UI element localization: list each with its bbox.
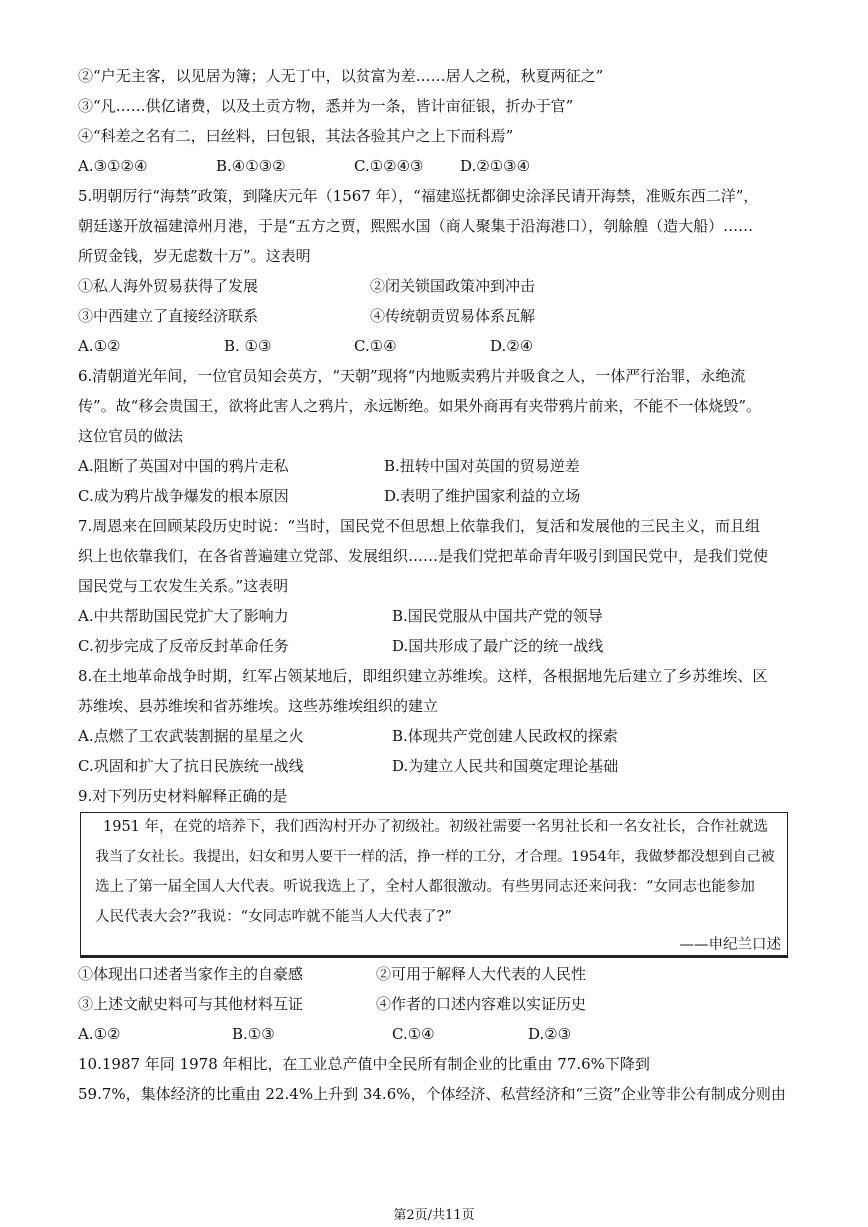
q7-option-c[interactable]: C.初步完成了反帝反封革命任务 [78, 637, 289, 655]
q5-item-2: ②闭关锁国政策冲到冲击 [370, 277, 536, 295]
q6-option-b[interactable]: B.扭转中国对英国的贸易逆差 [384, 457, 580, 475]
q6-option-c[interactable]: C.成为鸦片战争爆发的根本原因 [78, 487, 289, 505]
q4-option-b[interactable]: B.④①③② [216, 157, 286, 175]
q9-item-1: ①体现出口述者当家作主的自豪感 [78, 965, 304, 983]
q9-material-box [80, 812, 788, 958]
q5-stem-2: 朝廷遂开放福建漳州月港，于是“五方之贾，熙熙水国（商人聚集于沿海港口），刳艅艎（造大船）…… [78, 217, 754, 235]
q10-stem-2: 59.7%，集体经济的比重由 22.4%上升到 34.6%，个体经济、私营经济和“三资”企业等非公有制成分则由 [78, 1085, 786, 1103]
q5-option-a[interactable]: A.①② [78, 337, 121, 355]
q9-material-line-1: 1951 年，在党的培养下，我们西沟村开办了初级社。初级社需要一名男社长和一名女社长，合作社就选 [103, 819, 769, 835]
q5-item-1: ①私人海外贸易获得了发展 [78, 277, 259, 295]
q10-stem-1: 10.1987 年同 1978 年相比，在工业总产值中全民所有制企业的比重由 77.6%下降到 [78, 1055, 650, 1073]
q8-option-a[interactable]: A.点燃了工农武装割据的星星之火 [78, 727, 304, 745]
q9-option-c[interactable]: C.①④ [392, 1025, 435, 1043]
q8-option-c[interactable]: C.巩固和扩大了抗日民族统一战线 [78, 757, 304, 775]
q6-option-d[interactable]: D.表明了维护国家利益的立场 [384, 487, 581, 505]
q9-option-d[interactable]: D.②③ [528, 1025, 572, 1043]
q9-option-b[interactable]: B.①③ [232, 1025, 275, 1043]
q9-option-a[interactable]: A.①② [78, 1025, 121, 1043]
q5-stem-1: 5.明朝厉行“海禁”政策，到隆庆元年（1567 年），“福建巡抚都御史涂泽民请开海禁，准贩东西二洋”， [78, 187, 759, 205]
q5-option-c[interactable]: C.①④ [354, 337, 397, 355]
q8-stem-2: 苏维埃、县苏维埃和省苏维埃。这些苏维埃组织的建立 [78, 697, 439, 715]
q4-option-a[interactable]: A.③①②④ [78, 157, 148, 175]
page-number: 第2页/共11页 [393, 1208, 475, 1223]
q5-stem-3: 所贸金钱，岁无虑数十万”。这表明 [78, 247, 311, 265]
q7-option-b[interactable]: B.国民党服从中国共产党的领导 [392, 607, 603, 625]
q9-material-source: ——申纪兰口述 [679, 937, 781, 953]
q7-option-a[interactable]: A.中共帮助国民党扩大了影响力 [78, 607, 289, 625]
q7-stem-3: 国民党与工农发生关系。”这表明 [78, 577, 289, 595]
q5-item-4: ④传统朝贡贸易体系瓦解 [370, 307, 536, 325]
q7-stem-1: 7.周恩来在回顾某段历史时说：“当时，国民党不但思想上依靠我们，复活和发展他的三民主义，而且组 [78, 517, 760, 535]
q7-stem-2: 织上也依靠我们，在各省普遍建立党部、发展组织……是我们党把革命青年吸引到国民党中，是我们党使 [78, 547, 769, 565]
q8-option-d[interactable]: D.为建立人民共和国奠定理论基础 [392, 757, 619, 775]
q4-item-2: ②“户无主客，以见居为簿；人无丁中，以贫富为差……居人之税，秋夏两征之” [78, 67, 604, 85]
q5-option-b[interactable]: B. ①③ [224, 337, 272, 355]
q9-material-line-2: 我当了女社长。我提出，妇女和男人要干一样的活，挣一样的工分，才合理。1954年，我做梦都没想到自己被 [95, 849, 775, 865]
q6-stem-2: 传”。故“移会贵国王，欲将此害人之鸦片，永远断绝。如果外商再有夹带鸦片前来，不能不一体烧毁”。 [78, 397, 762, 415]
q5-option-d[interactable]: D.②④ [490, 337, 534, 355]
q5-item-3: ③中西建立了直接经济联系 [78, 307, 259, 325]
q8-option-b[interactable]: B.体现共产党创建人民政权的探索 [392, 727, 618, 745]
q4-option-d[interactable]: D.②①③④ [460, 157, 531, 175]
q9-material-line-3: 选上了第一届全国人大代表。听说我选上了，全村人都很激动。有些男同志还来问我：“女同志也能参加 [95, 879, 755, 895]
q6-option-a[interactable]: A.阻断了英国对中国的鸦片走私 [78, 457, 289, 475]
q4-item-3: ③“凡……供亿诸费，以及土贡方物，悉并为一条，皆计亩征银，折办于官” [78, 97, 574, 115]
q9-stem: 9.对下列历史材料解释正确的是 [78, 787, 288, 805]
q9-material-line-4: 人民代表大会?”我说：“女同志咋就不能当人大代表了?” [95, 909, 452, 925]
q6-stem-3: 这位官员的做法 [78, 427, 184, 445]
q4-option-c[interactable]: C.①②④③ [354, 157, 424, 175]
q9-item-4: ④作者的口述内容难以实证历史 [376, 995, 587, 1013]
q9-item-3: ③上述文献史料可与其他材料互证 [78, 995, 304, 1013]
q6-stem-1: 6.清朝道光年间，一位官员知会英方，“天朝”现将“内地贩卖鸦片并吸食之人，一体严行治罪，永绝流 [78, 367, 746, 385]
q9-item-2: ②可用于解释人大代表的人民性 [376, 965, 587, 983]
q7-option-d[interactable]: D.国共形成了最广泛的统一战线 [392, 637, 604, 655]
q8-stem-1: 8.在土地革命战争时期，红军占领某地后，即组织建立苏维埃。这样，各根据地先后建立了乡苏维埃、区 [78, 667, 768, 685]
q4-item-4: ④“科差之名有二，曰丝料，曰包银，其法各验其户之上下而科焉” [78, 127, 514, 145]
